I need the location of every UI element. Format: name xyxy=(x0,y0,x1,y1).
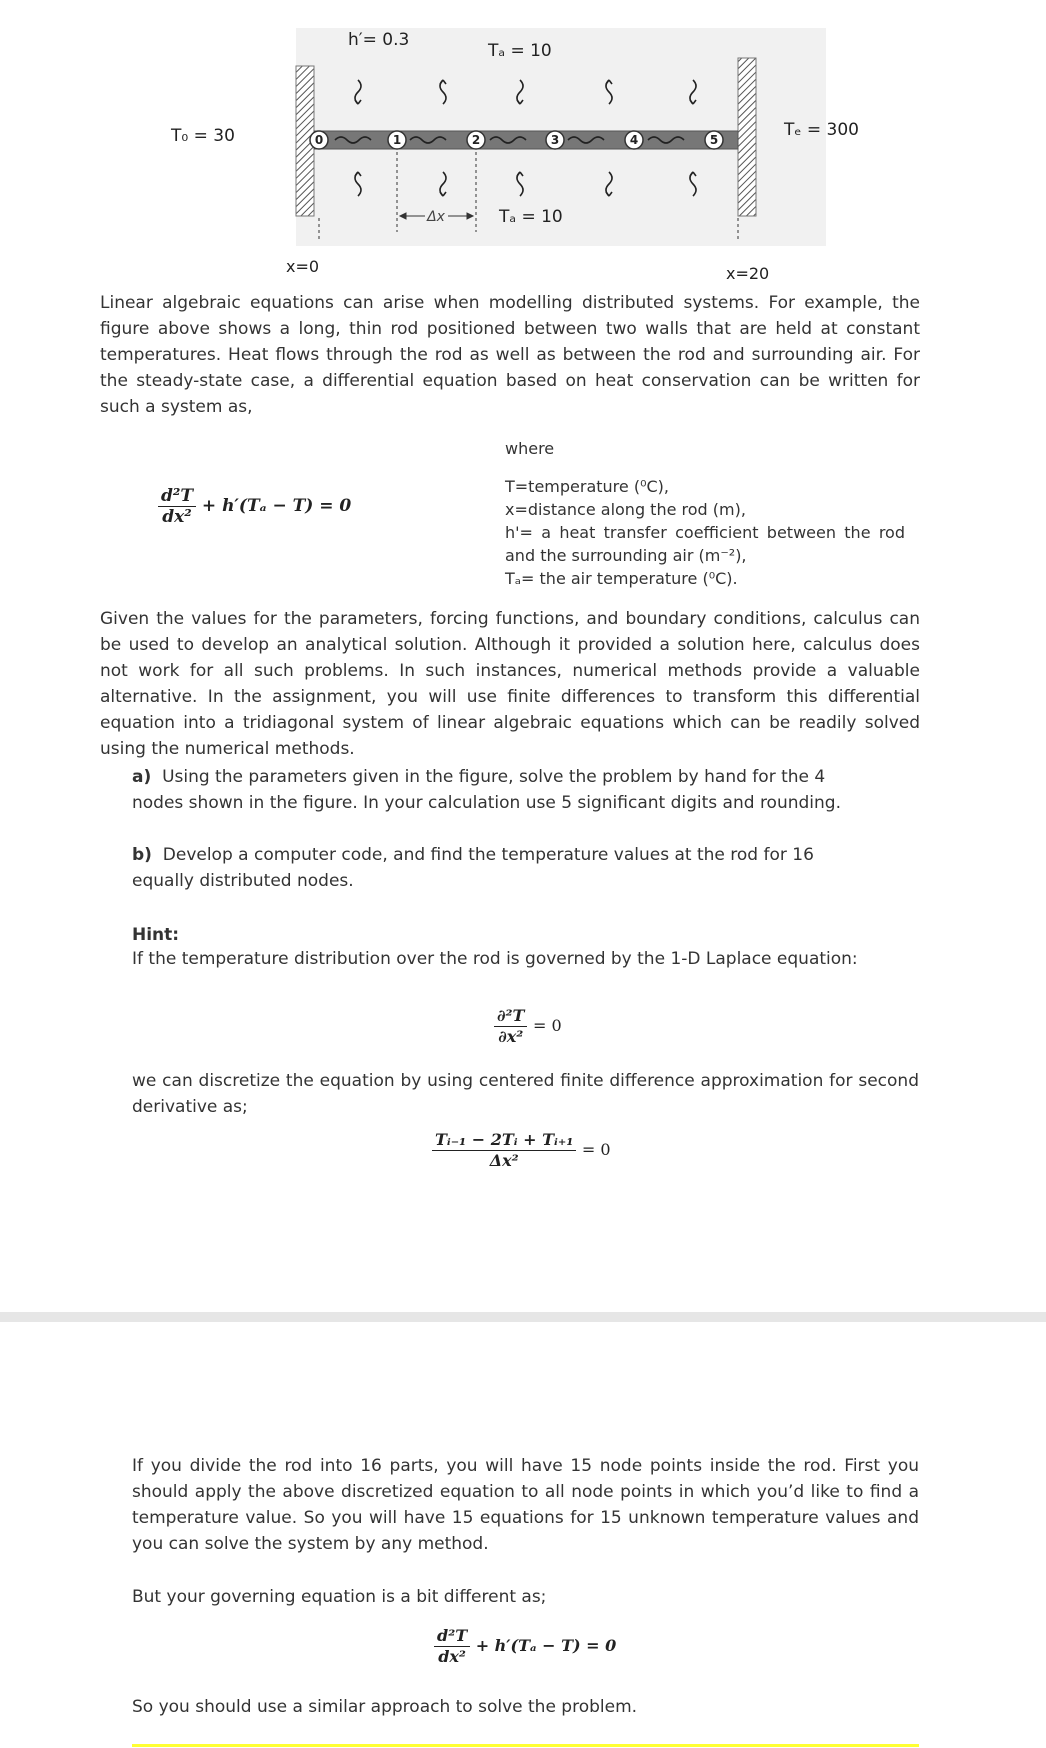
where-line: x=distance along the rod (m), xyxy=(505,500,746,519)
eq1-denominator: dx² xyxy=(162,507,192,527)
intro-paragraph: Linear algebraic equations can arise when modelling distributed systems. For example, the figure above shows a long, thin rod positioned between two walls that are held at constant temperatures. Heat flows through the rod as well as between the rod and surrounding air. For the steady-state case, a differential equation based on heat conservation can be written for such a system as, xyxy=(100,293,920,417)
t0-label: T₀ = 30 xyxy=(171,126,235,146)
part-b xyxy=(132,842,872,894)
part-a-text: Using the parameters given in the figure, solve the problem by hand for the 4 nodes shown in the figure. In your calculation use 5 significant digits and rounding. xyxy=(132,767,841,813)
node-label: 2 xyxy=(471,133,481,147)
node-label: 3 xyxy=(550,133,560,147)
h-label: h′= 0.3 xyxy=(348,30,410,50)
discretize-text: we can discretize the equation by using centered finite difference approximation for second derivative as; xyxy=(132,1071,919,1117)
laplace-rest: = 0 xyxy=(533,1016,562,1035)
so-text: So you should use a similar approach to solve the problem. xyxy=(132,1697,638,1717)
fd-rest: = 0 xyxy=(581,1140,611,1159)
node-label: 0 xyxy=(314,133,324,147)
x0-label: x=0 xyxy=(286,257,320,276)
ta-top-label: Tₐ = 10 xyxy=(488,41,552,61)
page-separator xyxy=(0,1312,1046,1322)
ta-bottom-label: Tₐ = 10 xyxy=(499,207,563,227)
hint-text: If the temperature distribution over the rod is governed by the 1-D Laplace equation: xyxy=(132,949,858,969)
node-label: 5 xyxy=(709,133,719,147)
part-b-label: b) xyxy=(132,845,152,865)
part-b-text: Develop a computer code, and find the temperature values at the rod for 16 equally distributed nodes. xyxy=(132,845,814,891)
but-text: But your governing equation is a bit different as; xyxy=(132,1587,547,1607)
where-line: T=temperature (⁰C), xyxy=(505,477,669,496)
eq2-denominator: dx² xyxy=(438,1647,466,1666)
where-block xyxy=(505,437,905,590)
where-line: h'= a heat transfer coefficient between the rod and the surrounding air (m⁻²), xyxy=(505,523,905,565)
fd-denominator: Δx² xyxy=(489,1151,519,1170)
part-a-label: a) xyxy=(132,767,152,787)
highlight-line xyxy=(132,1744,919,1747)
fd-numerator: Tᵢ₋₁ − 2Tᵢ + Tᵢ₊₁ xyxy=(432,1130,576,1151)
where-title: where xyxy=(505,439,555,458)
divide-paragraph: If you divide the rod into 16 parts, you will have 15 node points inside the rod. First you should apply the above discretized equation to all node points in which you’d like to find a temperature value. So you will have 15 equations for 15 unknown temperature values and you can solve the system by any method. xyxy=(132,1456,919,1554)
eq1-numerator: d²T xyxy=(158,486,196,507)
node-label: 1 xyxy=(392,133,402,147)
eq1-rest: + h′(Tₐ − T) = 0 xyxy=(201,496,352,516)
part-a xyxy=(132,764,872,816)
x20-label: x=20 xyxy=(726,264,770,283)
eq2-rest: + h′(Tₐ − T) = 0 xyxy=(475,1636,617,1655)
dx-label: Δx xyxy=(427,209,445,225)
rod-diagram xyxy=(0,0,1046,285)
hint-title: Hint: xyxy=(132,925,180,945)
laplace-equation xyxy=(494,1006,562,1047)
laplace-numerator: ∂²T xyxy=(494,1006,527,1027)
node-label: 4 xyxy=(629,133,639,147)
governing-equation-2 xyxy=(434,1626,616,1667)
where-line: Tₐ= the air temperature (⁰C). xyxy=(505,569,738,588)
te-label: Tₑ = 300 xyxy=(784,120,859,140)
governing-equation xyxy=(158,486,351,527)
right-wall xyxy=(738,58,756,216)
finite-difference-equation xyxy=(432,1130,611,1171)
given-paragraph: Given the values for the parameters, forcing functions, and boundary conditions, calculus can be used to develop an analytical solution. Although it provided a solution here, calculus does not work for all such problems. In such instances, numerical methods provide a valuable alternative. In the assignment, you will use finite differences to transform this differential equation into a tridiagonal system of linear algebraic equations which can be readily solved using the numerical methods. xyxy=(100,609,920,759)
eq2-numerator: d²T xyxy=(434,1626,470,1647)
laplace-denominator: ∂x² xyxy=(498,1027,524,1046)
